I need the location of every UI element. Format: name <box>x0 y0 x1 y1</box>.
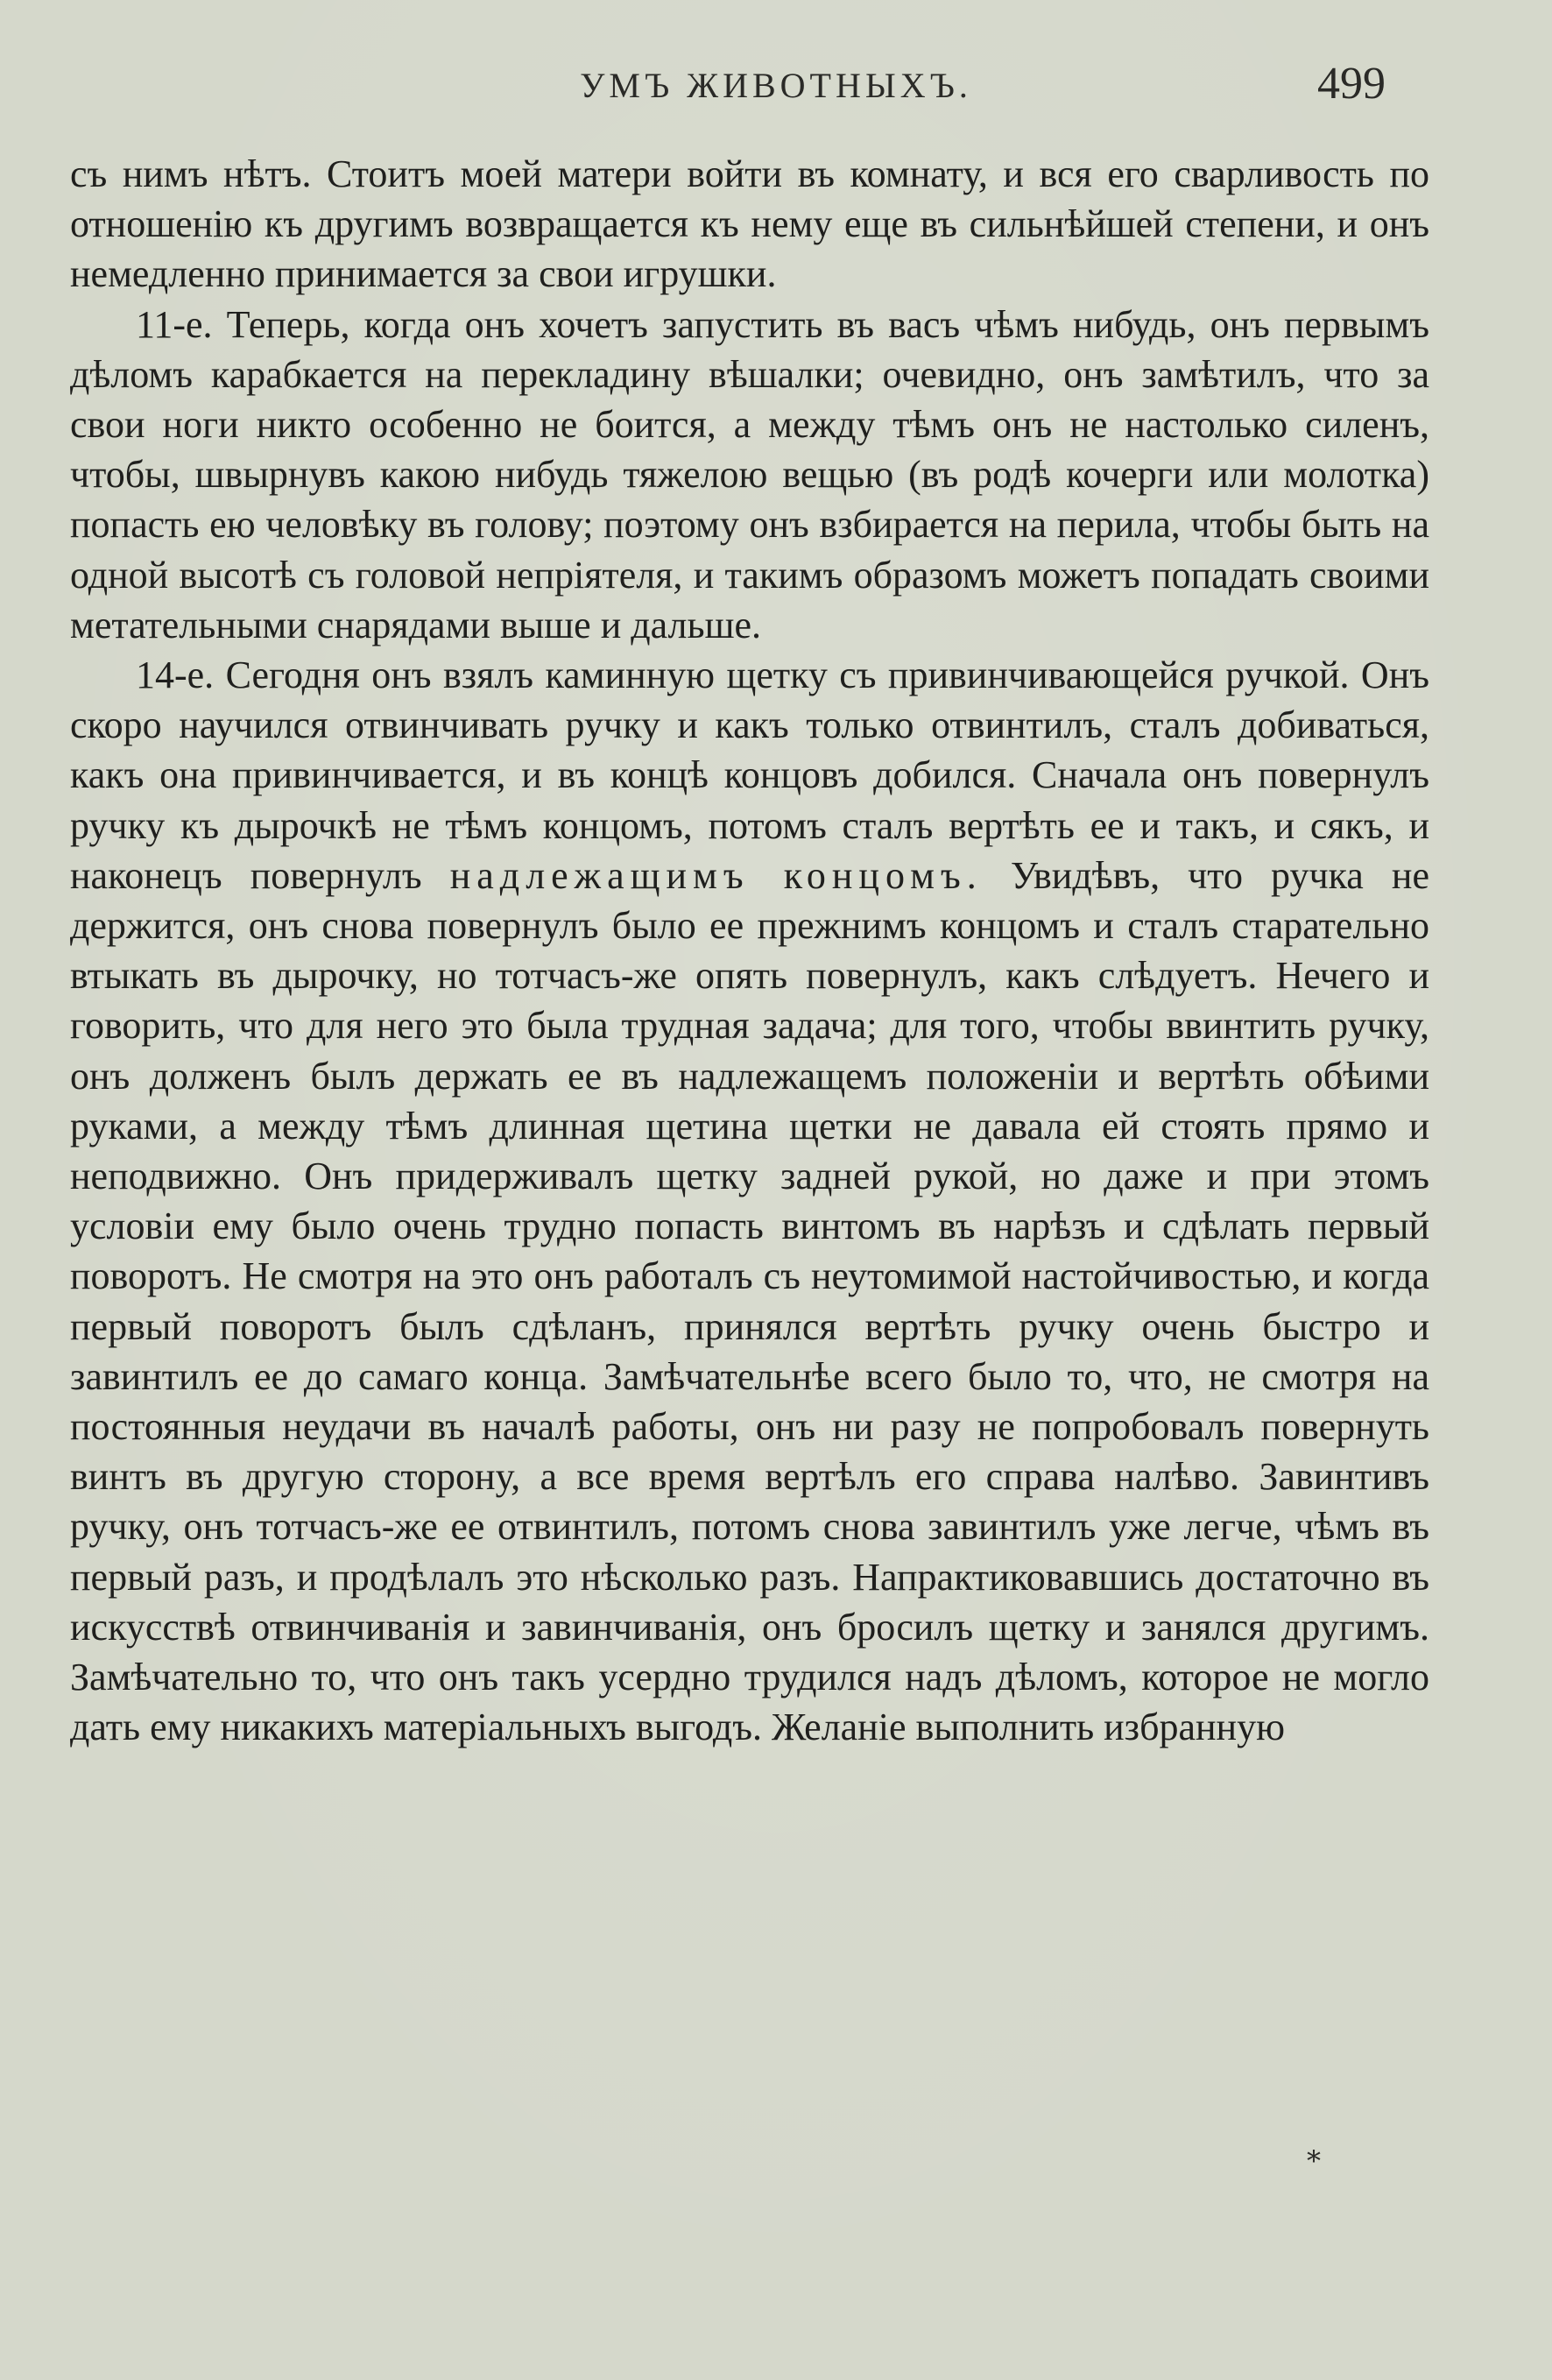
paragraph-entry-14 <box>70 650 1429 1752</box>
page-number: 499 <box>1317 59 1386 109</box>
paragraph-entry-11: 11-е. Теперь, когда онъ хочетъ запустить въ васъ чѣмъ нибудь, онъ первымъ дѣломъ карабкается на перекладину вѣшалки; очевидно, онъ замѣтилъ, что за свои ноги никто особенно не боится, а между тѣмъ онъ не настолько силенъ, чтобы, швырнувъ какою нибудь тяжелою вещью (въ родѣ кочерги или молотка) попасть ею человѣку въ голову; поэтому онъ взбирается на перила, чтобы быть на одной высотѣ съ головой непріятеля, и такимъ образомъ можетъ попадать своими метательными снарядами выше и дальше. <box>70 302 1429 646</box>
body-text <box>70 149 1429 1753</box>
paragraph-entry-14-rest: Увидѣвъ, что ручка не держится, онъ снова повернулъ было ее прежнимъ концомъ и сталъ старательно втыкать въ дырочку, но тотчасъ-же опять повернулъ, какъ слѣдуетъ. Нечего и говорить, что для него это была трудная задача; для того, чтобы ввинтить ручку, онъ долженъ былъ держать ее въ надлежащемъ положеніи и вертѣть обѣими руками, а между тѣмъ длинная щетина щетки не давала ей стоять прямо и неподвижно. Онъ придерживалъ щетку задней рукой, но даже и при этомъ условіи ему было очень трудно попасть винтомъ въ нарѣзъ и сдѣлать первый поворотъ. Не смотря на это онъ работалъ съ неутомимой настойчивостью, и когда первый поворотъ былъ сдѣланъ, принялся вертѣть ручку очень быстро и завинтилъ ее до самаго конца. Замѣчательнѣе всего было то, что, не смотря на постоянныя неудачи въ началѣ работы, онъ ни разу не попробовалъ повернуть винтъ въ другую сторону, а все время вертѣлъ его справа налѣво. Завинтивъ ручку, онъ тотчасъ-же ее отвинтилъ, потомъ снова завинтилъ уже легче, чѣмъ въ первый разъ, и продѣлалъ это нѣсколько разъ. Напрактиковавшись достаточно въ искусствѣ отвинчиванія и завинчиванія, онъ бросилъ щетку и занялся другимъ. Замѣчательно то, что онъ такъ усердно трудился надъ дѣломъ, которое не могло дать ему никакихъ матеріальныхъ выгодъ. Желаніе выполнить избранную <box>70 853 1430 1749</box>
paragraph-continuation: съ нимъ нѣтъ. Стоитъ моей матери войти въ комнату, и вся его сварливость по отношенію къ другимъ возвращается къ нему еще въ сильнѣйшей степени, и онъ немедленно принимается за свои игрушки. <box>70 152 1429 296</box>
signature-mark: * <box>1307 2144 1321 2178</box>
paragraph-entry-14-start: 14-е. Сегодня онъ взялъ каминную щетку съ привинчивающейся ручкой. Онъ скоро научился отвинчивать ручку и какъ только отвинтилъ, сталъ добиваться, какъ она привинчивается, и въ концѣ концовъ добился. Сначала онъ повернулъ ручку къ дырочкѣ не тѣмъ концомъ, потомъ сталъ вертѣть ее и такъ, и сякъ, и наконецъ повернулъ <box>70 653 1429 897</box>
running-title: УМЪ ЖИВОТНЫХЪ. <box>580 66 972 105</box>
spaced-emphasis: надлежащимъ концомъ. <box>449 853 983 897</box>
running-head <box>0 58 1552 119</box>
